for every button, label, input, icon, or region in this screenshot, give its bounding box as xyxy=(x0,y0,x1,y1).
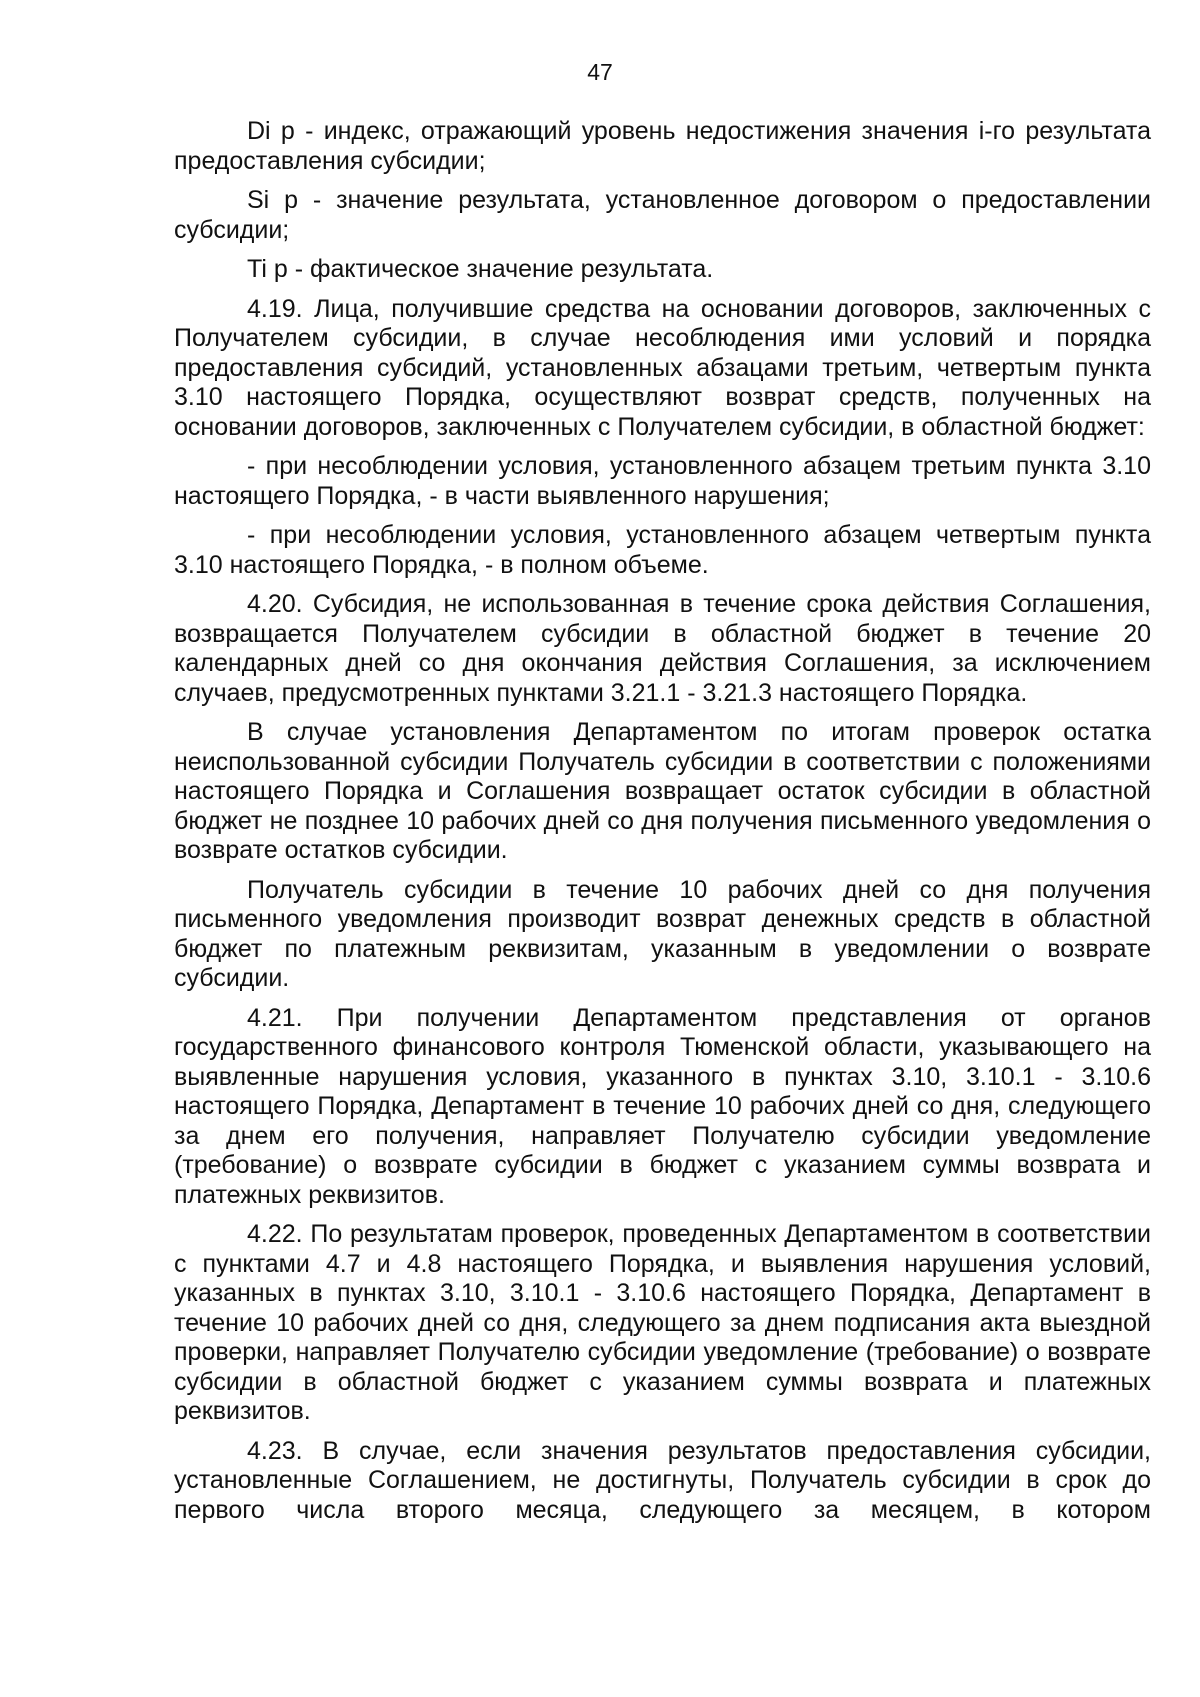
paragraph-4-20: 4.20. Субсидия, не использованная в течение срока действия Соглашения, возвращается Получателем субсидии в областной бюджет в течение 20 календарных дней со дня окончания действия Соглашения, за исключением случаев, предусмотренных пунктами 3.21.1 - 3.21.3 настоящего Порядка. xyxy=(174,590,1151,707)
paragraph-4-21: 4.21. При получении Департаментом представления от органов государственного финансового контроля Тюменской области, указывающего на выявленные нарушения условия, указанного в пунктах 3.10, 3.10.1 - 3.10.6 настоящего Порядка, Департамент в течение 10 рабочих дней со дня, следующего за днем его получения, направляет Получателю субсидии уведомление (требование) о возврате субсидии в бюджет с указанием суммы возврата и платежных реквизитов. xyxy=(174,1003,1151,1209)
paragraph-4-19: 4.19. Лица, получившие средства на основании договоров, заключенных с Получателем субсидии, в случае несоблюдения ими условий и порядка предоставления субсидий, установленных абзацами третьим, четвертым пункта 3.10 настоящего Порядка, осуществляют возврат средств, полученных на основании договоров, заключенных с Получателем субсидии, в областной бюджет: xyxy=(174,294,1151,441)
paragraph-si-definition: Si р - значение результата, установленное договором о предоставлении субсидии; xyxy=(174,186,1151,244)
paragraph-4-20-return: Получатель субсидии в течение 10 рабочих дней со дня получения письменного уведомления производит возврат денежных средств в областной бюджет по платежным реквизитам, указанным в уведомлении о возврате субсидии. xyxy=(174,875,1151,992)
page-number: 47 xyxy=(587,59,613,85)
paragraph-4-19-item-2: - при несоблюдении условия, установленного абзацем четвертым пункта 3.10 настоящего Порядка, - в полном объеме. xyxy=(174,521,1151,579)
paragraph-4-19-item-1: - при несоблюдении условия, установленного абзацем третьим пункта 3.10 настоящего Порядка, - в части выявленного нарушения; xyxy=(174,452,1151,510)
paragraph-4-23: 4.23. В случае, если значения результатов предоставления субсидии, установленные Соглашением, не достигнуты, Получатель субсидии в срок до первого числа второго месяца, следующего за месяцем, в котором xyxy=(174,1436,1151,1524)
document-body xyxy=(174,117,1151,1525)
paragraph-4-22: 4.22. По результатам проверок, проведенных Департаментом в соответствии с пунктами 4.7 и 4.8 настоящего Порядка, и выявления нарушения условий, указанных в пунктах 3.10, 3.10.1 - 3.10.6 настоящего Порядка, Департамент в течение 10 рабочих дней со дня, следующего за днем подписания акта выездной проверки, направляет Получателю субсидии уведомление (требование) о возврате субсидии в областной бюджет с указанием суммы возврата и платежных реквизитов. xyxy=(174,1220,1151,1425)
paragraph-ti-definition: Ti р - фактическое значение результата. xyxy=(247,255,714,283)
paragraph-di-definition: Di р - индекс, отражающий уровень недостижения значения i-го результата предоставления субсидии; xyxy=(174,117,1151,175)
paragraph-4-20-remainder: В случае установления Департаментом по итогам проверок остатка неиспользованной субсидии Получатель субсидии в соответствии с положениями настоящего Порядка и Соглашения возвращает остаток субсидии в областной бюджет не позднее 10 рабочих дней со дня получения письменного уведомления о возврате остатков субсидии. xyxy=(174,718,1151,864)
